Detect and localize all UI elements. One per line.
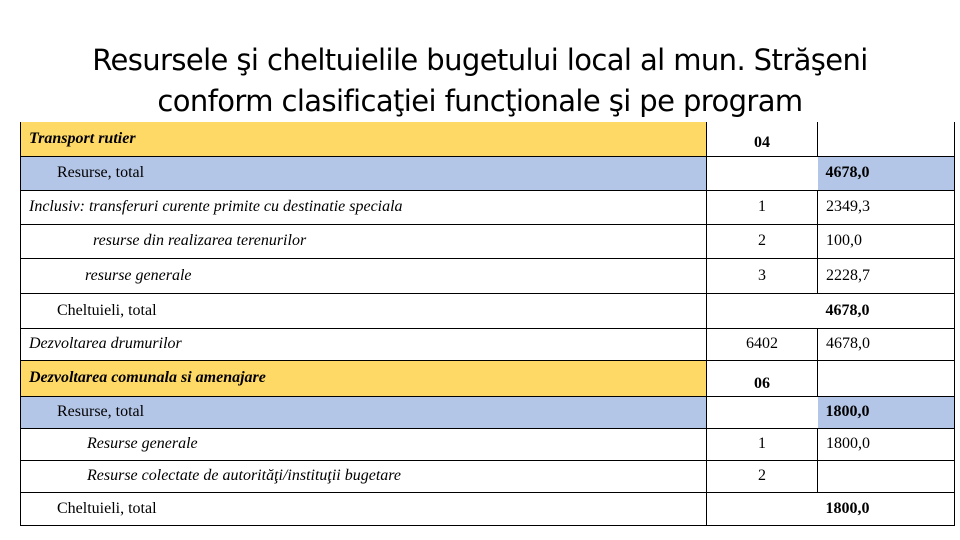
table-row: [21, 428, 955, 460]
row-label: resurse generale: [21, 258, 707, 293]
row-label: Resurse, total: [21, 396, 707, 428]
section-value: [818, 360, 955, 396]
table-row: [21, 156, 955, 190]
row-value: 4678,0: [818, 293, 955, 328]
row-code: [707, 492, 818, 525]
table-row: [21, 492, 955, 525]
table-row: [21, 122, 955, 156]
row-label: Cheltuieli, total: [21, 492, 707, 525]
row-code: 3: [707, 258, 818, 293]
table-row: [21, 460, 955, 492]
row-value: 2228,7: [818, 258, 955, 293]
section-label: Transport rutier: [21, 122, 707, 156]
title-line-2: conform clasificaţiei funcţionale şi pe program: [157, 84, 803, 118]
table-row: [21, 258, 955, 293]
row-code: [707, 293, 818, 328]
slide-title: [0, 40, 960, 122]
row-label: Dezvoltarea drumurilor: [21, 328, 707, 360]
row-code: [707, 156, 818, 190]
section-label: Dezvoltarea comunala si amenajare: [21, 360, 707, 396]
row-label: Cheltuieli, total: [21, 293, 707, 328]
row-value: 4678,0: [818, 328, 955, 360]
row-code: [707, 396, 818, 428]
row-value: [818, 460, 955, 492]
row-label: Resurse colectate de autorităţi/instituţii bugetare: [21, 460, 707, 492]
section-value: [818, 122, 955, 156]
row-label: Resurse, total: [21, 156, 707, 190]
row-label: resurse din realizarea terenurilor: [21, 224, 707, 258]
table-row: [21, 360, 955, 396]
table-row: [21, 224, 955, 258]
row-value: 4678,0: [818, 156, 955, 190]
section-code: 04: [707, 122, 818, 156]
row-code: 6402: [707, 328, 818, 360]
row-value: 2349,3: [818, 190, 955, 224]
row-code: 2: [707, 460, 818, 492]
row-label: Resurse generale: [21, 428, 707, 460]
row-code: 2: [707, 224, 818, 258]
table-row: [21, 293, 955, 328]
row-value: 1800,0: [818, 492, 955, 525]
row-code: 1: [707, 190, 818, 224]
budget-table: [20, 122, 955, 526]
table-row: [21, 396, 955, 428]
row-value: 100,0: [818, 224, 955, 258]
table-row: [21, 328, 955, 360]
table-row: [21, 190, 955, 224]
row-value: 1800,0: [818, 396, 955, 428]
section-code: 06: [707, 360, 818, 396]
row-code: 1: [707, 428, 818, 460]
title-line-1: Resursele şi cheltuielile bugetului local al mun. Străşeni: [92, 43, 868, 77]
row-label: Inclusiv: transferuri curente primite cu destinatie speciala: [21, 190, 707, 224]
row-value: 1800,0: [818, 428, 955, 460]
